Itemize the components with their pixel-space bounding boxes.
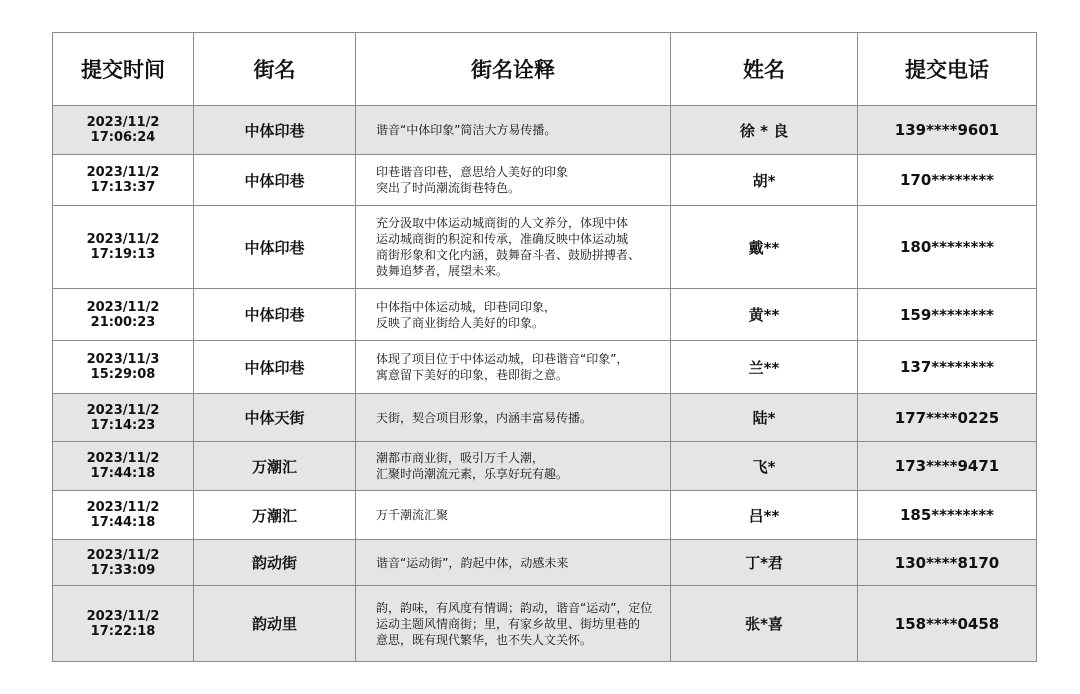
table-row [53,491,1037,540]
cell-explanation [356,206,671,289]
cell-phone: 185******** [858,491,1037,540]
cell-time: 2023/11/3 15:29:08 [53,341,194,394]
cell-time: 2023/11/2 17:13:37 [53,155,194,206]
cell-name: 吕** [671,491,858,540]
cell-name: 黄** [671,289,858,341]
cell-name: 飞* [671,442,858,491]
cell-explanation [356,491,671,540]
header-name: 姓名 [671,33,858,106]
explanation-line: 体现了项目位于中体运动城，印巷谐音“印象”， [376,352,629,366]
explanation-line: 反映了商业街给人美好的印象。 [376,315,545,330]
cell-street: 韵动里 [194,586,356,662]
cell-explanation [356,155,671,206]
header-row [53,33,1037,106]
cell-name: 徐 * 良 [671,106,858,155]
table-row [53,106,1037,155]
cell-street: 中体印巷 [194,106,356,155]
explanation-line: 印巷谐音印巷，意思给人美好的印象 [376,165,569,179]
table-row [53,341,1037,394]
cell-name: 丁*君 [671,540,858,586]
cell-time: 2023/11/2 17:19:13 [53,206,194,289]
cell-explanation [356,442,671,491]
cell-explanation [356,394,671,442]
table-body [53,106,1037,662]
cell-time: 2023/11/2 17:14:23 [53,394,194,442]
cell-explanation [356,586,671,662]
cell-street: 中体天街 [194,394,356,442]
explanation-line: 韵，韵味，有风度有情调；韵动，谐音“运动”，定位 [376,600,653,615]
cell-street: 中体印巷 [194,289,356,341]
cell-phone: 158****0458 [858,586,1037,662]
cell-name: 戴** [671,206,858,289]
explanation-line: 充分汲取中体运动城商街的人文养分，体现中体 [376,216,629,230]
header-street: 街名 [194,33,356,106]
cell-name: 胡* [671,155,858,206]
cell-street: 中体印巷 [194,341,356,394]
cell-time: 2023/11/2 17:33:09 [53,540,194,586]
cell-time: 2023/11/2 17:44:18 [53,491,194,540]
cell-street: 中体印巷 [194,206,356,289]
cell-name: 张*喜 [671,586,858,662]
table-row [53,442,1037,491]
explanation-line: 天街，契合项目形象，内涵丰富易传播。 [376,410,593,425]
cell-phone: 180******** [858,206,1037,289]
cell-phone: 137******** [858,341,1037,394]
cell-explanation [356,106,671,155]
cell-street: 中体印巷 [194,155,356,206]
cell-time: 2023/11/2 17:06:24 [53,106,194,155]
explanation-line: 意思，既有现代繁华，也不失人文关怀。 [376,632,593,647]
cell-phone: 177****0225 [858,394,1037,442]
cell-name: 兰** [671,341,858,394]
table-row [53,206,1037,289]
header-phone: 提交电话 [858,33,1037,106]
explanation-line: 谐音“中体印象”简洁大方易传播。 [376,123,557,137]
cell-explanation [356,341,671,394]
cell-explanation [356,289,671,341]
table-row [53,289,1037,341]
explanation-line: 突出了时尚潮流街巷特色。 [376,181,521,195]
cell-street: 万潮汇 [194,491,356,540]
cell-phone: 159******** [858,289,1037,341]
explanation-line: 商街形象和文化内涵，鼓舞奋斗者、鼓励拼搏者、 [376,248,641,262]
explanation-line: 中体指中体运动城，印巷同印象， [376,299,557,314]
table-row [53,540,1037,586]
table-row [53,586,1037,662]
cell-phone: 139****9601 [858,106,1037,155]
cell-street: 韵动街 [194,540,356,586]
header-time: 提交时间 [53,33,194,106]
explanation-line: 汇聚时尚潮流元素，乐享好玩有趣。 [376,467,569,481]
table-row [53,394,1037,442]
explanation-line: 运动城商街的积淀和传承，准确反映中体运动城 [376,232,629,246]
table-row [53,155,1037,206]
cell-name: 陆* [671,394,858,442]
explanation-line: 寓意留下美好的印象，巷即街之意。 [376,368,569,382]
cell-time: 2023/11/2 17:22:18 [53,586,194,662]
explanation-line: 运动主题风情商街；里，有家乡故里、街坊里巷的 [376,616,641,631]
explanation-line: 谐音“运动街”，韵起中体，动感未来 [376,555,569,570]
submissions-table [52,32,1037,662]
cell-street: 万潮汇 [194,442,356,491]
cell-time: 2023/11/2 21:00:23 [53,289,194,341]
cell-phone: 170******** [858,155,1037,206]
cell-time: 2023/11/2 17:44:18 [53,442,194,491]
cell-phone: 173****9471 [858,442,1037,491]
explanation-line: 万千潮流汇聚 [376,508,449,522]
explanation-line: 鼓舞追梦者，展望未来。 [376,264,509,278]
cell-phone: 130****8170 [858,540,1037,586]
header-explanation: 街名诠释 [356,33,671,106]
cell-explanation [356,540,671,586]
explanation-line: 潮都市商业街，吸引万千人潮， [376,451,545,465]
